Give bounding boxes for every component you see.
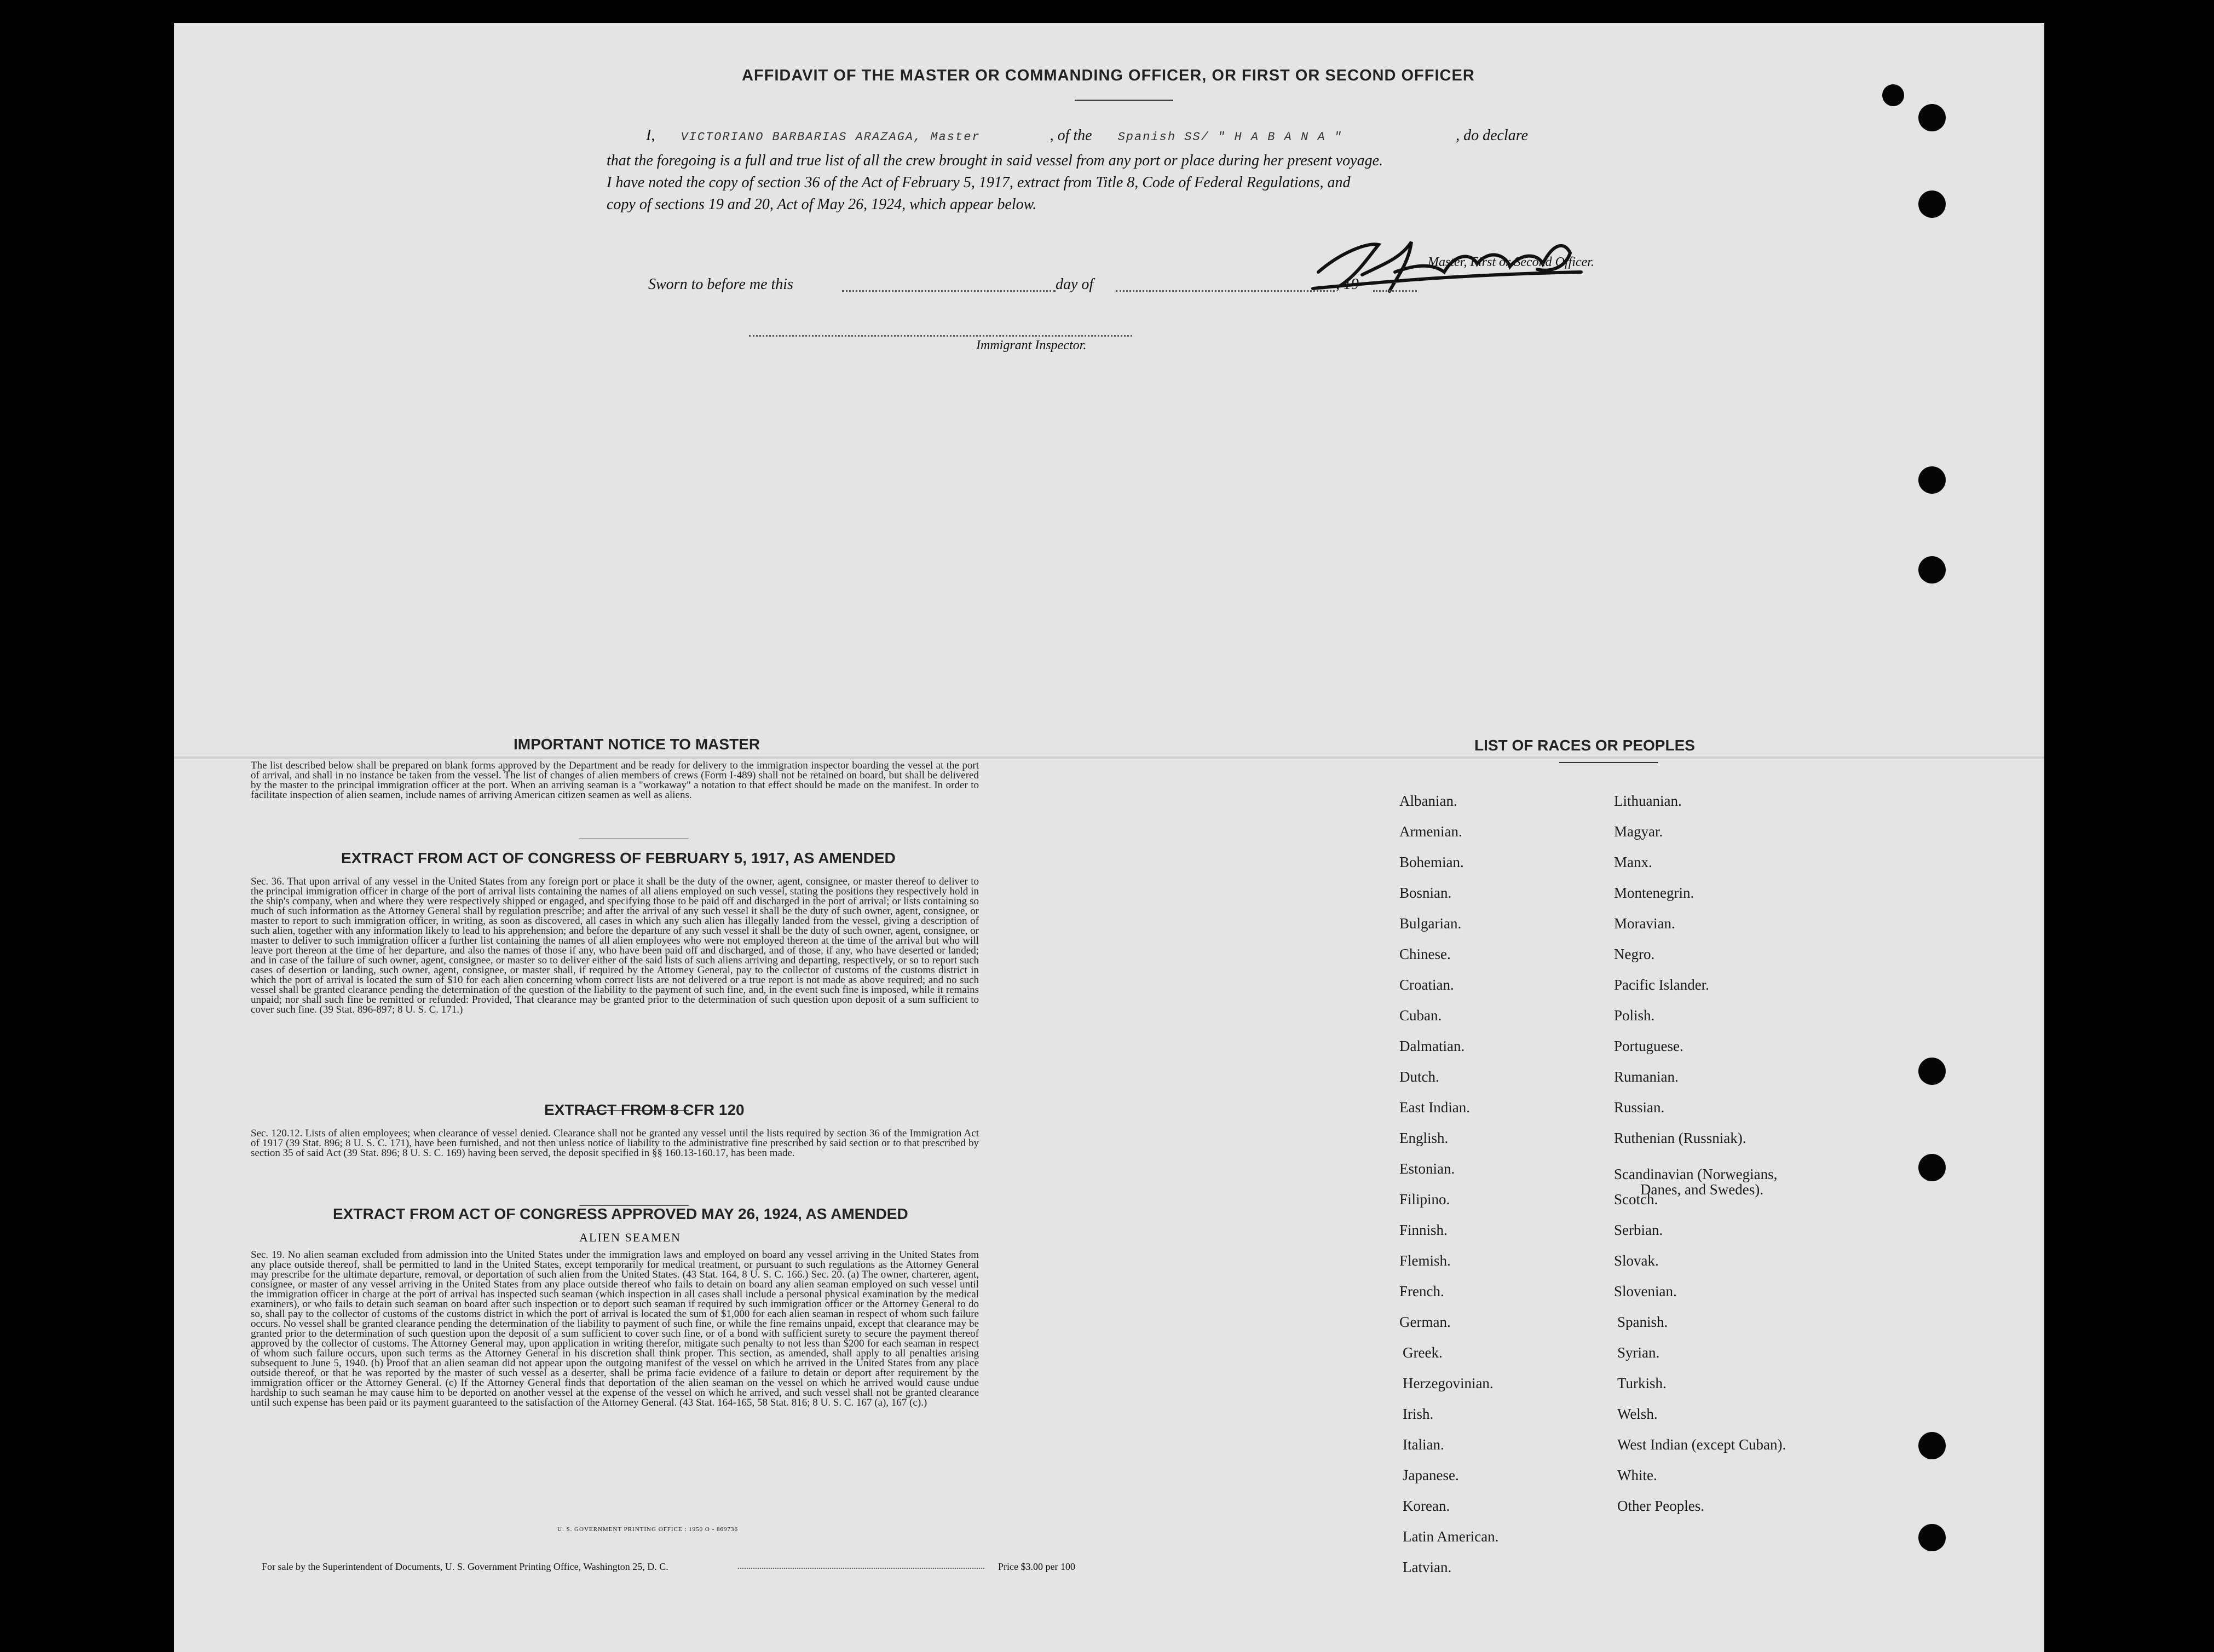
race-item: Portuguese. [1614, 1038, 1683, 1054]
race-item: Japanese. [1403, 1467, 1459, 1483]
race-item: Scotch. [1614, 1191, 1658, 1208]
race-item: East Indian. [1399, 1099, 1470, 1116]
race-item: Latvian. [1403, 1559, 1452, 1575]
year-prefix: , 19 [1336, 276, 1359, 293]
race-item: Slovenian. [1614, 1283, 1677, 1299]
race-item: Lithuanian. [1614, 793, 1682, 809]
vessel-name: Spanish SS/ " H A B A N A " [1117, 130, 1343, 144]
year-line [1373, 290, 1417, 292]
race-item: Chinese. [1399, 946, 1451, 962]
punch-hole [1918, 556, 1946, 584]
sale-footer: For sale by the Superintendent of Documents, U. S. Government Printing Office, Washington 25, D. C. [262, 1561, 668, 1572]
i-label: I, [646, 127, 655, 144]
race-item: Croatian. [1399, 977, 1454, 993]
printing-office-line: U. S. GOVERNMENT PRINTING OFFICE : 1950 O - 869736 [557, 1526, 739, 1533]
affidavit-line4: copy of sections 19 and 20, Act of May 26, 1924, which appear below. [607, 196, 1037, 213]
extract-1917-text: Sec. 36. That upon arrival of any vessel in the United States from any foreign port or place it shall be the duty of the owner, agent, consignee, or master thereof to deliver to the principal immigration officer in charge of the port of arrival lists containing the names of all aliens employed on such vessel, stating the positions they respectively hold in the ship's company, when and where they were respectively shipped or engaged, and specifying those to be paid off and discharged in the port of arrival; or lists containing so much of such information as the Attorney General shall by regulation prescribe; and after the arrival of any such vessel it shall be the duty of such owner, agent, consignee, or master to report to such immigration officer, in writing, as soon as discovered, all cases in which any such alien has illegally landed from the vessel, giving a description of such alien, together with any information likely to lead to his apprehension; and before the departure of any such vessel it shall be the duty of such owner, agent, consignee, or master to deliver to such immigration officer a further list containing the names of all alien employees who were not employed thereon at the time of the arrival but who will leave port thereon at the time of her departure, and also the names of those if any, who have been paid off and discharged, and of those, if any, who have deserted or landed; and in case of the failure of such owner, agent, consignee, or master so to deliver either of the said lists of such aliens arriving and departing, respectively, or so to report such cases of desertion or landing, such owner, agent, consignee, or master shall, if required by the Attorney General, pay to the collector of customs of the customs district in which the port of arrival is located the sum of $10 for each alien concerning whom correct lists are not delivered or a true report is not made as above required; and no such vessel shall be granted clearance pending the determination of the question of the liability to the payment of such fine, and, in the event such fine is imposed, while it remains unpaid; nor shall such fine be remitted or refunded: Provided, That clearance may be granted prior to the determination of such question upon deposit of a sum sufficient to cover such fine. (39 Stat. 896-897; 8 U. S. C. 171.) [251, 876, 979, 1015]
race-item: French. [1399, 1283, 1444, 1299]
race-item: Latin American. [1403, 1528, 1499, 1545]
race-item: Flemish. [1399, 1252, 1451, 1269]
alien-seamen-subtitle: ALIEN SEAMEN [579, 1231, 681, 1244]
race-item: Danes, and Swedes). [1640, 1181, 1763, 1198]
affidavit-title: AFFIDAVIT OF THE MASTER OR COMMANDING OFFICER, OR FIRST OR SECOND OFFICER [742, 67, 1475, 84]
race-item: Korean. [1403, 1498, 1450, 1514]
race-item: Italian. [1403, 1436, 1444, 1453]
race-item: Spanish. [1617, 1314, 1668, 1330]
master-name: VICTORIANO BARBARIAS ARAZAGA, Master [681, 130, 981, 144]
notice-title: IMPORTANT NOTICE TO MASTER [514, 736, 760, 753]
extract-1917-title: EXTRACT FROM ACT OF CONGRESS OF FEBRUARY 5, 1917, AS AMENDED [341, 850, 896, 867]
punch-hole [1918, 1432, 1946, 1459]
inspector-caption: Immigrant Inspector. [976, 338, 1087, 353]
race-item: Russian. [1614, 1099, 1665, 1116]
race-item: Negro. [1614, 946, 1655, 962]
extract-1924-title: EXTRACT FROM ACT OF CONGRESS APPROVED MAY 26, 1924, AS AMENDED [333, 1205, 908, 1222]
sale-footer-dots [738, 1568, 984, 1569]
page-fold [174, 756, 2044, 759]
race-item: Estonian. [1399, 1160, 1455, 1177]
race-item: Dutch. [1399, 1068, 1439, 1085]
race-item: German. [1399, 1314, 1451, 1330]
race-item: Cuban. [1399, 1007, 1442, 1024]
race-item: Bohemian. [1399, 854, 1464, 870]
race-item: Finnish. [1399, 1222, 1448, 1238]
race-item: Syrian. [1617, 1344, 1660, 1361]
do-declare-label: , do declare [1456, 127, 1528, 144]
race-item: Polish. [1614, 1007, 1655, 1024]
title-rule [1075, 100, 1173, 101]
sworn-month-line [1116, 290, 1335, 292]
races-title: LIST OF RACES OR PEOPLES [1474, 737, 1695, 754]
affidavit-line3: I have noted the copy of section 36 of the Act of February 5, 1917, extract from Title 8, Code of Federal Regulations, and [607, 174, 1351, 191]
race-item: Albanian. [1399, 793, 1457, 809]
race-item: Scandinavian (Norwegians, [1614, 1166, 1778, 1182]
race-item: Dalmatian. [1399, 1038, 1465, 1054]
punch-hole [1918, 1154, 1946, 1181]
day-of-label: day of [1056, 276, 1094, 293]
race-item: West Indian (except Cuban). [1617, 1436, 1786, 1453]
race-item: English. [1399, 1130, 1449, 1146]
race-item: Greek. [1403, 1344, 1443, 1361]
race-item: Armenian. [1399, 823, 1462, 840]
race-item: Serbian. [1614, 1222, 1663, 1238]
notice-text: The list described below shall be prepared on blank forms approved by the Department and be ready for delivery to the immigration inspector boarding the vessel at the port of arrival, and shall in no instance be taken from the vessel. The list of changes of alien members of crews (Form I-489) shall not be retained on board, but shall be delivered by the master to the principal immigration officer at the port. When an arriving seaman is a "workaway" a notation to that effect should be made on the manifest. In order to facilitate inspection of alien seamen, include names of arriving American citizen seamen as well as aliens. [251, 760, 979, 801]
punch-hole [1882, 84, 1904, 106]
punch-hole [1918, 190, 1946, 218]
punch-hole [1918, 1524, 1946, 1551]
sworn-label: Sworn to before me this [648, 276, 793, 293]
document-page [174, 23, 2044, 1652]
race-item: Turkish. [1617, 1375, 1667, 1391]
race-item: Ruthenian (Russniak). [1614, 1130, 1746, 1146]
punch-hole [1918, 466, 1946, 494]
price-footer: Price $3.00 per 100 [998, 1561, 1075, 1572]
races-rule [1559, 762, 1658, 763]
race-item: Herzegovinian. [1403, 1375, 1494, 1391]
race-item: Bosnian. [1399, 885, 1452, 901]
race-item: Montenegrin. [1614, 885, 1694, 901]
extract-1924-text: Sec. 19. No alien seaman excluded from admission into the United States under the immigration laws and employed on board any vessel arriving in the United States from any place outside thereof, shall be permitted to land in the United States, except temporarily for medical treatment, or pursuant to such regulations as the Attorney General may prescribe for the ultimate departure, removal, or deportation of such alien from the United States. (43 Stat. 164, 8 U. S. C. 166.) Sec. 20. (a) The owner, charterer, agent, consignee, or master of any vessel arriving in the United States from any place outside thereof who fails to detain on board any alien seaman employed on such vessel until the immigration officer in charge at the port of arrival has inspected such seaman (which inspection in all cases shall include a personal physical examination by the medical examiners), or who fails to detain such seaman on board after such inspection or to deport such seaman if required by such immigration officer or the Attorney General to do so, shall pay to the collector of customs of the customs district in which the port of arrival is located the sum of $1,000 for each alien seaman in respect of whom such failure occurs. No vessel shall be granted clearance pending the determination of the liability to payment of such fine, or while the fine remains unpaid, except that clearance may be granted prior to the determination of such question upon the deposit of a sum sufficient to cover such fine, or of a bond with sufficient surety to secure the payment thereof approved by the collector of customs. The Attorney General may, upon application in writing therefor, mitigate such penalty to not less than $200 for each seaman in respect of whom such failure occurs, upon such terms as the Attorney General in his discretion shall think proper. This section, as amended, shall apply to all penalties arising subsequent to June 5, 1940. (b) Proof that an alien seaman did not appear upon the outgoing manifest of the vessel on which he arrived in the United States from any place outside thereof, or that he was reported by the master of such vessel as a deserter, shall be prima facie evidence of a failure to detain or deport after requirement by the immigration officer or the Attorney General. (c) If the Attorney General finds that deportation of the alien seaman on the vessel on which he arrived would cause undue hardship to such seaman he may cause him to be deported on another vessel at the expense of the vessel on which he arrived, and such vessel shall not be granted clearance until such expense has been paid or its payment guaranteed to the satisfaction of the Attorney General. (43 Stat. 164-165, 58 Stat. 816; 8 U. S. C. 167 (a), 167 (c).) [251, 1249, 979, 1408]
of-the-label: , of the [1050, 127, 1092, 144]
race-item: Moravian. [1614, 915, 1675, 932]
race-item: Magyar. [1614, 823, 1663, 840]
extract-8cfr-text: Sec. 120.12. Lists of alien employees; when clearance of vessel denied. Clearance shall not be granted any vessel until the lists required by section 36 of the Immigration Act of 1917 (39 Stat. 896; 8 U. S. C. 171), have been furnished, and not then unless notice of liability to the administrative fine prescribed by said section or to that prescribed by section 35 of said Act (39 Stat. 896; 8 U. S. C. 169) having been served, the deposit specified in §§ 160.13-160.17, has been made. [251, 1128, 979, 1159]
affidavit-line2: that the foregoing is a full and true list of all the crew brought in said vessel from any port or place during her present voyage. [607, 152, 1383, 169]
race-item: Bulgarian. [1399, 915, 1462, 932]
extract-8cfr-title: EXTRACT FROM 8 CFR 120 [544, 1101, 745, 1118]
race-item: Manx. [1614, 854, 1652, 870]
race-item: Filipino. [1399, 1191, 1450, 1208]
race-item: Other Peoples. [1617, 1498, 1704, 1514]
race-item: Pacific Islander. [1614, 977, 1709, 993]
signature-caption: Master, First or Second Officer. [1428, 255, 1594, 269]
race-item: Welsh. [1617, 1406, 1658, 1422]
race-item: Rumanian. [1614, 1068, 1679, 1085]
sworn-day-line [842, 290, 1056, 292]
race-item: Irish. [1403, 1406, 1434, 1422]
punch-hole [1918, 104, 1946, 131]
punch-hole [1918, 1058, 1946, 1085]
race-item: Slovak. [1614, 1252, 1659, 1269]
inspector-line [749, 335, 1132, 337]
race-item: White. [1617, 1467, 1657, 1483]
affidavit-line1 [646, 127, 1528, 145]
